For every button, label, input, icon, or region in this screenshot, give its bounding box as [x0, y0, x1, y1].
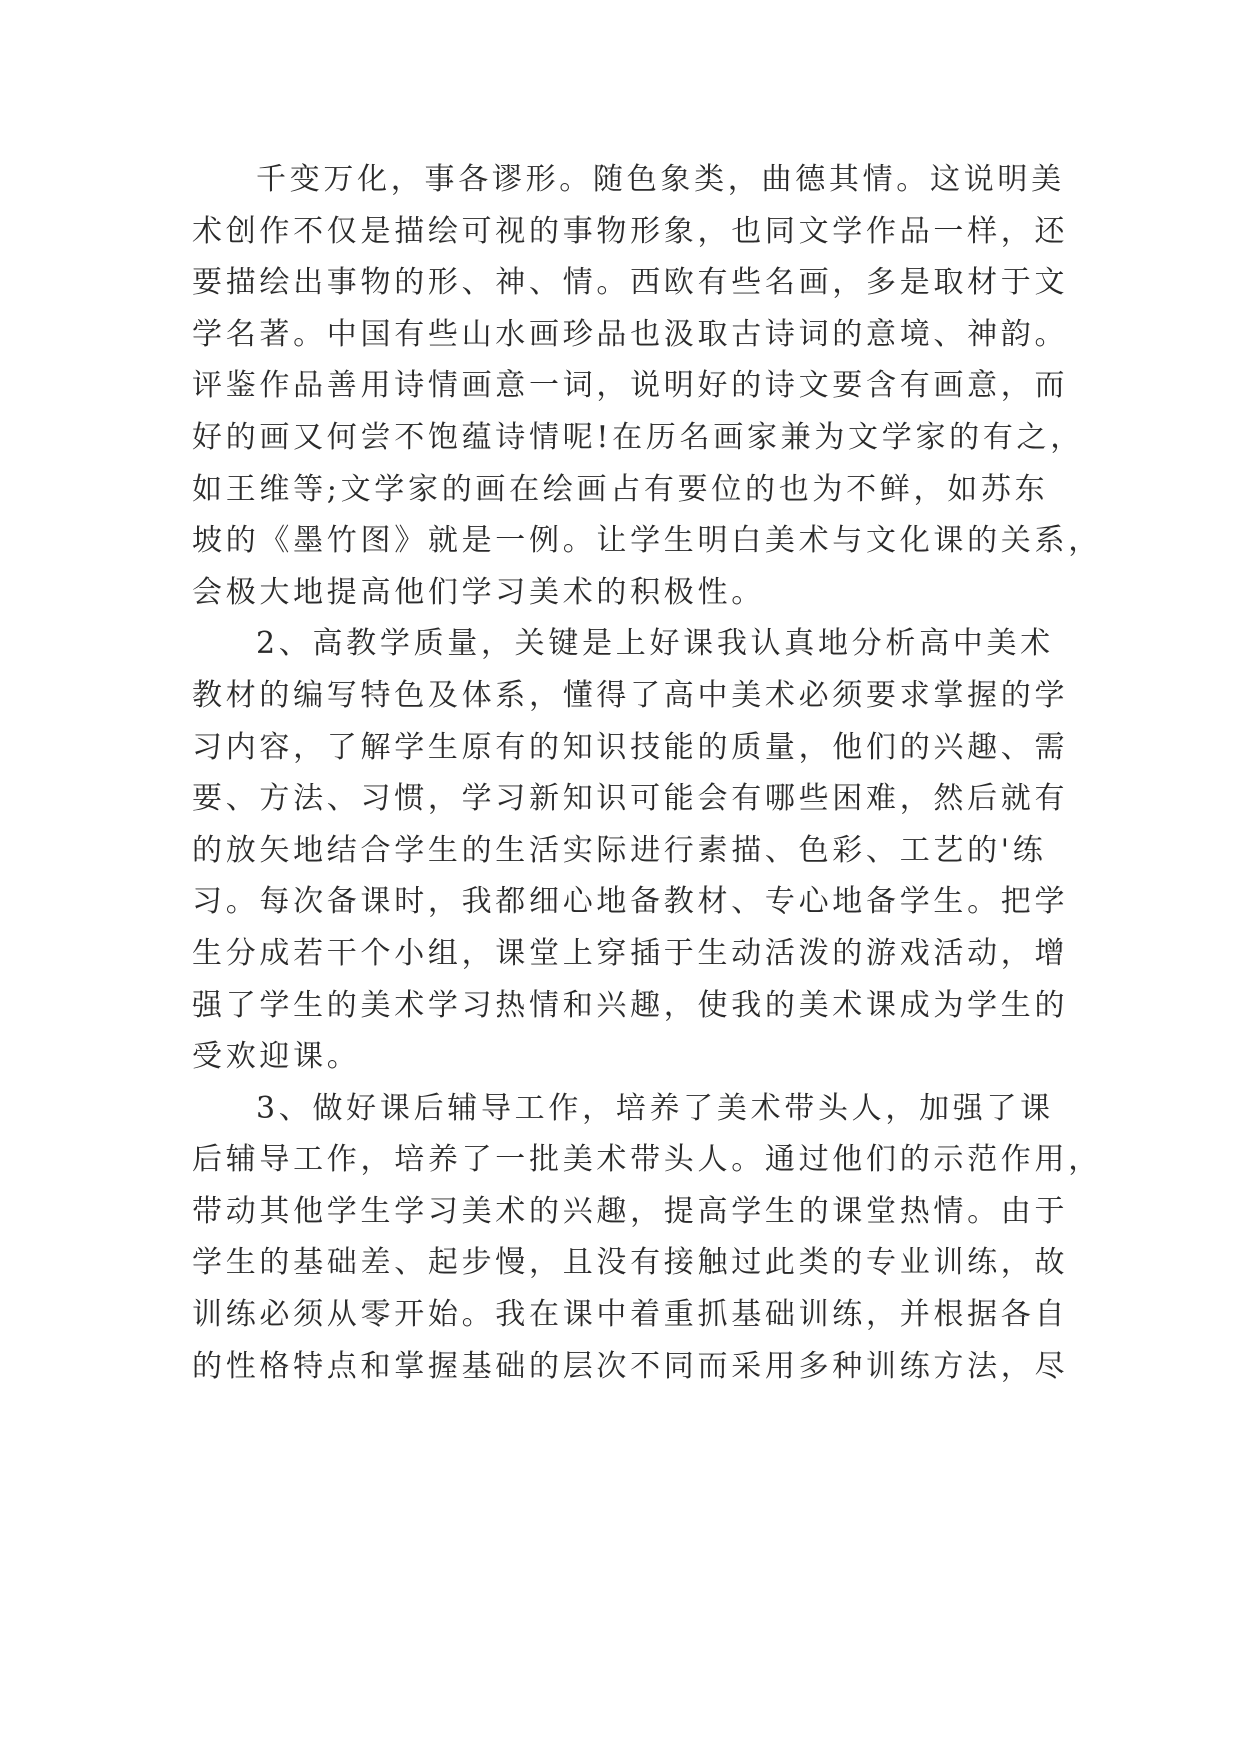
text-line: 学生的基础差、起步慢，且没有接触过此类的专业训练，故 [192, 1245, 1069, 1281]
text-line: 受欢迎课。 [192, 1039, 361, 1075]
text-line: 生分成若干个小组，课堂上穿插于生动活泼的游戏活动，增 [192, 935, 1069, 971]
text-line: 如王维等;文学家的画在绘画占有要位的也为不鲜，如苏东 [192, 471, 1049, 507]
text-line: 学名著。中国有些山水画珍品也汲取古诗词的意境、神韵。 [192, 316, 1069, 352]
text-line: 习内容，了解学生原有的知识技能的质量，他们的兴趣、需 [192, 729, 1069, 765]
text-line: 的放矢地结合学生的生活实际进行素描、色彩、工艺的'练 [192, 832, 1047, 868]
paragraph-1 [192, 154, 1102, 618]
text-line: 千变万化，事各谬形。随色象类，曲德其情。这说明美 [256, 162, 1065, 197]
text-line: 3、做好课后辅导工作，培养了美术带头人，加强了课 [256, 1090, 1054, 1126]
text-line: 坡的《墨竹图》就是一例。让学生明白美术与文化课的关系， [192, 523, 1102, 559]
paragraph-2 [192, 618, 1072, 1082]
text-line: 带动其他学生学习美术的兴趣，提高学生的课堂热情。由于 [192, 1193, 1069, 1229]
text-line: 强了学生的美术学习热情和兴趣，使我的美术课成为学生的 [192, 987, 1069, 1023]
text-line: 2、高教学质量，关键是上好课我认真地分析高中美术 [256, 626, 1054, 662]
text-line: 会极大地提高他们学习美术的积极性。 [192, 574, 765, 610]
document-body [192, 154, 1102, 1392]
paragraph-3 [192, 1083, 1102, 1393]
text-line: 要、方法、习惯，学习新知识可能会有哪些困难，然后就有 [192, 781, 1069, 817]
text-line: 习。每次备课时，我都细心地备教材、专心地备学生。把学 [192, 884, 1069, 920]
text-line: 评鉴作品善用诗情画意一词，说明好的诗文要含有画意，而 [192, 368, 1069, 404]
text-line: 好的画又何尝不饱蕴诗情呢!在历名画家兼为文学家的有之， [192, 419, 1084, 455]
text-line: 训练必须从零开始。我在课中着重抓基础训练，并根据各自 [192, 1297, 1069, 1333]
text-line: 要描绘出事物的形、神、情。西欧有些名画，多是取材于文 [192, 265, 1069, 301]
text-line: 的性格特点和掌握基础的层次不同而采用多种训练方法，尽 [192, 1348, 1069, 1384]
text-line: 后辅导工作，培养了一批美术带头人。通过他们的示范作用， [192, 1142, 1102, 1178]
text-line: 术创作不仅是描绘可视的事物形象，也同文学作品一样，还 [192, 213, 1069, 249]
text-line: 教材的编写特色及体系，懂得了高中美术必须要求掌握的学 [192, 677, 1069, 713]
